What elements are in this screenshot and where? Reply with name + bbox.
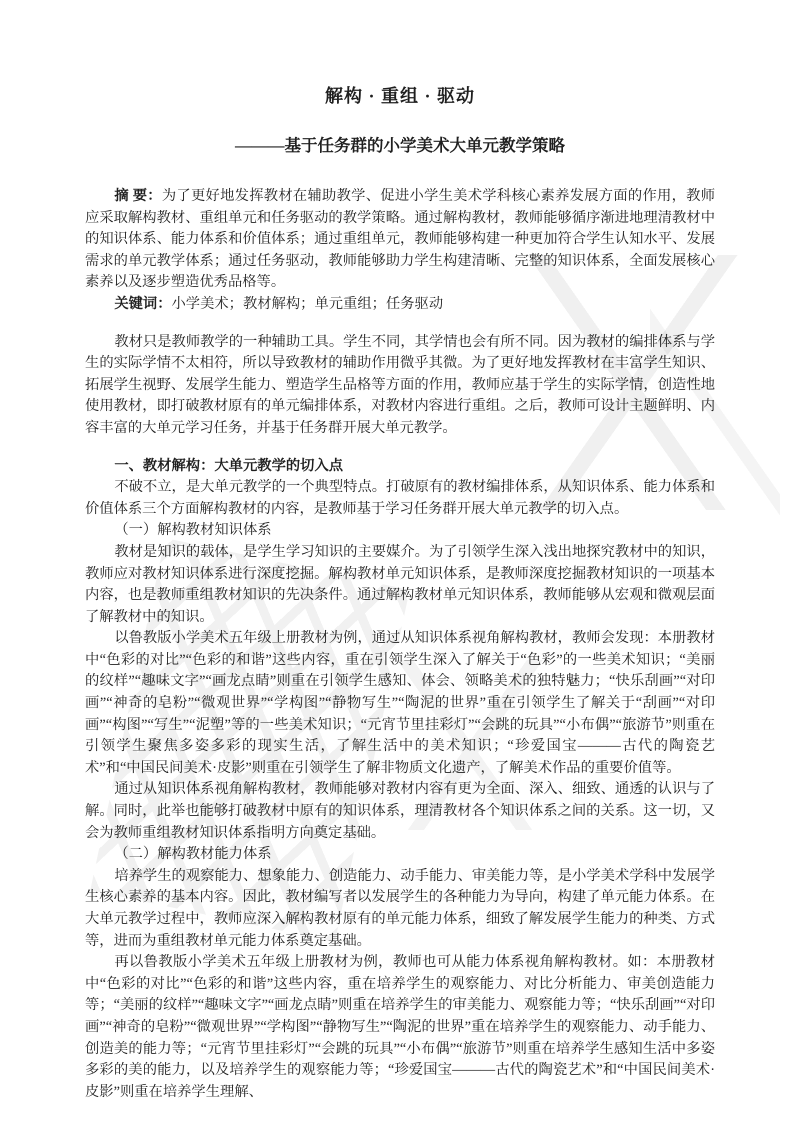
section-1-lead-paragraph: 不破不立，是大单元教学的一个典型特点。打破原有的教材编排体系，从知识体系、能力体系和价值体系三个方面解构教材的内容，是教师基于学习任务群开展大单元教学的切入点。 [85,479,715,517]
page-content [85,0,715,1103]
keywords-line [85,294,715,316]
subsection-1-2-paragraph-1: 培养学生的观察能力、想象能力、创造能力、动手能力、审美能力等，是小学美术学科中发展学生核心素养的基本内容。因此，教材编写者以发展学生的各种能力为导向，构建了单元能力体系。在大单元教学过程中，教师应深入解构教材原有的单元能力体系，细致了解发展学生能力的种类、方式等，进而为重组教材单元能力体系奠定基础。 [85,867,715,949]
page-title: 解构 · 重组 · 驱动 [324,86,475,106]
abstract-label: 摘 要： [114,188,162,204]
subsection-1-1-paragraph-2: 以鲁教版小学美术五年级上册教材为例，通过从知识体系视角解构教材，教师会发现：本册教材中“色彩的对比”“色彩的和谐”这些内容，重在引领学生深入了解关于“色彩”的一些美术知识；“美丽的纹样”“趣味文字”“画龙点睛”则重在引领学生感知、体会、领略美术的独特魅力；“快乐刮画”“对印画”“神奇的皂粉”“微观世界”“学构图”“静物写生”“陶泥的世界”重在引领学生了解关于“刮画”“对印画”“构图”“写生”“泥塑”等的一些美术知识；“元宵节里挂彩灯”“会跳的玩具”“小布偶”“旅游节”则重在引领学生聚焦多姿多彩的现实生活，了解生活中的美术知识；“珍爱国宝———古代的陶瓷艺术”和“中国民间美术·皮影”则重在引领学生了解非物质文化遗产，了解美术作品的重要价值等。 [85,630,715,776]
blank-line [85,316,715,332]
document-body [85,186,715,1103]
intro-paragraph: 教材只是教师教学的一种辅助工具。学生不同，其学情也会有所不同。因为教材的编排体系与学生的实际学情不太相符，所以导致教材的辅助作用微乎其微。为了更好地发挥教材在丰富学生知识、拓展学生视野、发展学生能力、塑造学生品格等方面的作用，教师应基于学生的实际学情，创造性地使用教材，即打破教材原有的单元编排体系，对教材内容进行重组。之后，教师可设计主题鲜明、内容丰富的大单元学习任务，并基于任务群开展大单元教学。 [85,333,715,436]
subsection-1-2-heading: （二）解构教材能力体系 [114,846,272,863]
abstract-text: 为了更好地发挥教材在辅助教学、促进小学生美术学科核心素养发展方面的作用，教师应采取解构教材、重组单元和任务驱动的教学策略。通过解构教材，教师能够循序渐进地理清教材中的知识体系、能力体系和价值体系；通过重组单元，教师能够构建一种更加符合学生认知水平、发展需求的单元教学体系；通过任务驱动，教师能够助力学生构建清晰、完整的知识体系，全面发展核心素养以及逐步塑造优秀品格等。 [85,188,716,291]
page-subtitle: ———基于任务群的小学美术大单元教学策略 [235,136,565,155]
subsection-1-1-heading: （一）解构教材知识体系 [114,522,272,539]
subsection-1-1-paragraph-1: 教材是知识的载体，是学生学习知识的主要媒介。为了引领学生深入浅出地探究教材中的知识，教师应对教材知识体系进行深度挖掘。解构教材单元知识体系，是教师深度挖掘教材知识的一项基本内容，也是教师重组教材知识的先决条件。通过解构教材单元知识体系，教师能够从宏观和微观层面了解教材中的知识。 [85,543,715,625]
blank-line [85,440,715,456]
subsection-1-1-paragraph-3: 通过从知识体系视角解构教材，教师能够对教材内容有更为全面、深入、细致、通透的认识与了解。同时，此举也能够打破教材中原有的知识体系，理清教材各个知识体系之间的关系。这一切，又会为教师重组教材知识体系指明方向奠定基础。 [85,781,715,841]
keywords-label: 关键词： [114,295,172,312]
subsection-1-2-paragraph-2: 再以鲁教版小学美术五年级上册教材为例，教师也可从能力体系视角解构教材。如：本册教材中“色彩的对比”“色彩的和谐”这些内容，重在培养学生的观察能力、对比分析能力、审美创造能力等；“美丽的纹样”“趣味文字”“画龙点睛”则重在培养学生的审美能力、观察能力等；“快乐刮画”“对印画”“神奇的皂粉”“微观世界”“学构图”“静物写生”“陶泥的世界”重在培养学生的观察能力、动手能力、创造美的能力等；“元宵节里挂彩灯”“会跳的玩具”“小布偶”“旅游节”则重在培养学生感知生活中多姿多彩的美的能力，以及培养学生的观察能力等；“珍爱国宝———古代的陶瓷艺术”和“中国民间美术·皮影”则重在培养学生理解、 [85,954,715,1100]
abstract-paragraph [85,186,715,294]
section-1-heading: 一、教材解构：大单元教学的切入点 [114,457,344,474]
keywords-text: 小学美术；教材解构；单元重组；任务驱动 [171,295,444,312]
